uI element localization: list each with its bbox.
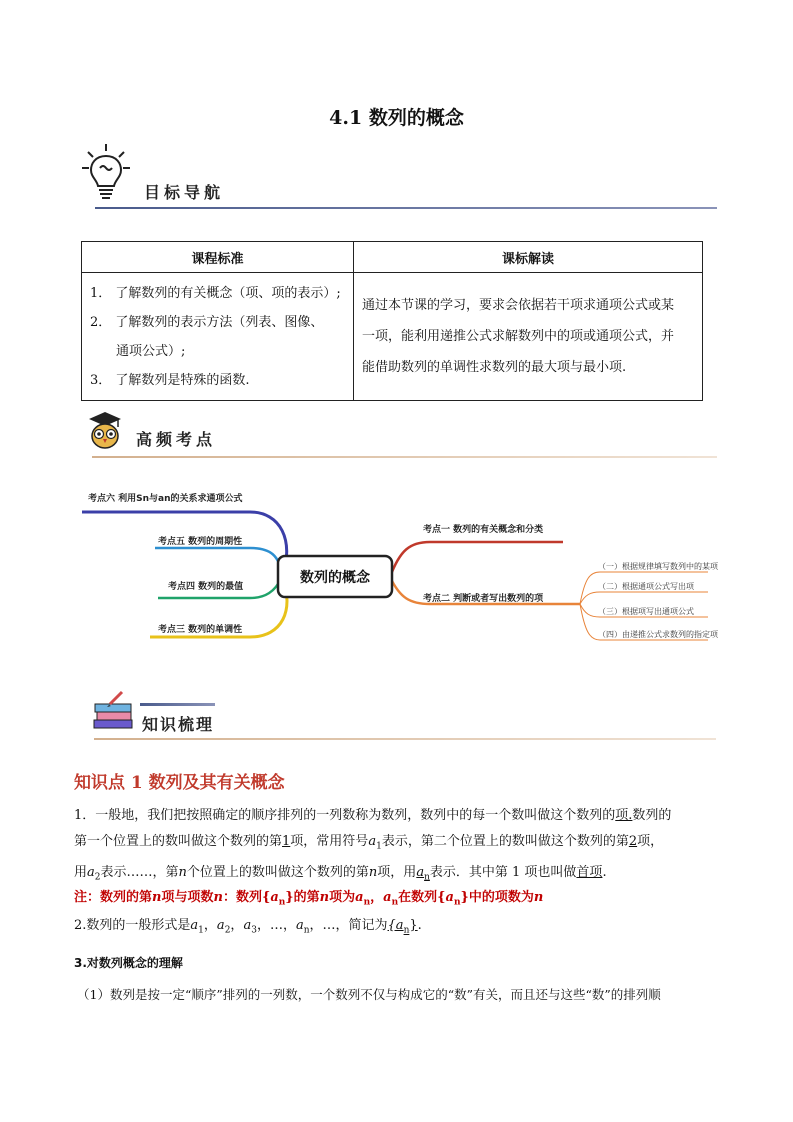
course-standards-table	[81, 241, 703, 401]
section-heading-goal: 目标导航	[144, 183, 225, 202]
text: 1．一般地，我们把按照确定的顺序排列的一列数称为数列，数列中的每一个数叫做这个数列的	[74, 808, 616, 823]
text: n	[213, 890, 223, 905]
text: 项与项数	[161, 890, 214, 905]
interpretation-line: 能借助数列的单调性求数列的最大项与最小项.	[362, 360, 627, 375]
text: n	[152, 890, 162, 905]
mindmap-topic: 考点二 判断或者写出数列的项	[423, 594, 544, 604]
standard-item: 3． 了解数列是特殊的函数.	[90, 372, 250, 388]
text: 2	[224, 925, 231, 936]
text: 首项	[576, 864, 603, 880]
text: a	[87, 864, 95, 880]
standard-item: 2． 了解数列的表示方法（列表、图像、	[90, 314, 324, 330]
text: 项，常用符号	[290, 834, 369, 849]
text: 项.	[615, 808, 633, 823]
text: 3	[251, 925, 257, 936]
text: n	[453, 897, 461, 908]
text: ，…，简记为	[309, 918, 388, 933]
text: .	[602, 864, 607, 880]
mindmap-topic: 考点六 利用Sn与an的关系求通项公式	[88, 494, 243, 504]
text: ，	[230, 918, 244, 933]
text: n	[178, 864, 187, 880]
text: .	[417, 918, 422, 933]
paragraph-2	[74, 913, 729, 944]
text: 1	[282, 834, 291, 849]
text: 注：数列的第	[74, 890, 153, 905]
text: a	[295, 918, 304, 933]
mindmap-subtopic: （四）由递推公式求数列的指定项	[598, 630, 718, 639]
interpretation-line: 一项，能利用递推公式求解数列中的项或通项公式，并	[362, 329, 675, 344]
note-line	[74, 885, 729, 916]
table-header-standards: 课程标准	[82, 242, 354, 273]
text: 数列的	[632, 808, 672, 823]
text: ，	[203, 918, 217, 933]
text: }的第	[285, 890, 320, 905]
text: n	[303, 925, 310, 936]
text: n	[363, 897, 371, 908]
text: 项为	[329, 890, 356, 905]
text: a	[383, 890, 392, 905]
branch-kd1	[390, 542, 563, 577]
paragraph-3: 3.对数列概念的理解	[74, 956, 183, 970]
mindmap-topic: 考点四 数列的最值	[168, 582, 244, 592]
text: a	[216, 918, 225, 933]
standard-item: 通项公式）;	[116, 343, 186, 359]
text: a	[270, 890, 279, 905]
mindmap-topic: 考点一 数列的有关概念和分类	[423, 525, 544, 535]
text: }中的项数为	[460, 890, 534, 905]
mindmap-topic: 考点三 数列的单调性	[158, 625, 243, 635]
text: 表示……，第	[100, 864, 179, 880]
text: n	[319, 890, 330, 905]
sub-branch	[580, 592, 708, 604]
text: a	[416, 864, 425, 880]
text: }	[409, 918, 418, 933]
text: ，	[370, 890, 384, 905]
books-icon	[92, 690, 136, 732]
lightbulb-icon	[80, 142, 132, 204]
text: n	[403, 925, 410, 936]
standards-cell	[82, 273, 354, 401]
text: a	[243, 918, 252, 933]
paragraph-1	[74, 803, 729, 890]
text: a	[368, 834, 377, 849]
knowledge-point-title: 知识点 1 数列及其有关概念	[74, 773, 285, 793]
text: 1	[376, 841, 382, 852]
section-divider	[92, 456, 717, 458]
table-header-interpretation: 课标解读	[354, 242, 703, 273]
standard-item: 1． 了解数列的有关概念（项、项的表示）;	[90, 285, 341, 301]
section-divider	[94, 738, 716, 740]
section-heading-freq: 高频考点	[136, 430, 217, 449]
branch-kd5	[155, 548, 282, 577]
text: 2	[94, 872, 101, 883]
text: n	[368, 864, 378, 880]
text: 个位置上的数叫做这个数列的第	[186, 864, 369, 880]
mindmap-center-label: 数列的概念	[300, 570, 370, 586]
text: 2	[628, 834, 638, 849]
text: 2.数列的一般形式是	[74, 918, 191, 933]
mindmap-topic: 考点五 数列的周期性	[158, 537, 243, 547]
interpretation-line: 通过本节课的学习，要求会依据若干项求通项公式或某	[362, 298, 675, 313]
mindmap	[70, 480, 720, 655]
owl-icon	[85, 410, 125, 450]
text: 1	[198, 925, 204, 936]
section-heading-knowledge: 知识梳理	[142, 715, 215, 734]
text: n	[533, 890, 544, 905]
text: 用	[74, 864, 88, 880]
paragraph-4: （1）数列是按一定“顺序”排列的一列数，一个数列不仅与构成它的“数”有关，而且还与这些“数”的排列顺	[77, 987, 661, 1002]
text: 项，	[637, 834, 664, 849]
text: 项，用	[377, 864, 417, 880]
text: n	[424, 872, 430, 883]
text: 第一个位置上的数叫做这个数列的第	[74, 834, 283, 849]
text: 在数列{	[398, 890, 446, 905]
interpretation-cell	[354, 273, 703, 401]
page-title: 4.1 数列的概念	[329, 107, 464, 129]
text: a	[190, 918, 199, 933]
text: a	[445, 890, 454, 905]
mindmap-subtopic: （三）根据项写出通项公式	[598, 607, 694, 616]
text: 表示，第二个位置上的数叫做这个数列的第	[381, 834, 629, 849]
text: 表示．其中第 1 项也叫做	[429, 864, 577, 880]
mindmap-subtopic: （二）根据通项公式写出项	[598, 582, 694, 591]
text: ，…，	[256, 918, 296, 933]
mindmap-subtopic: （一）根据规律填写数列中的某项	[598, 562, 718, 571]
section-divider	[95, 207, 717, 209]
text: n	[278, 897, 286, 908]
section-bar-top	[140, 703, 215, 706]
text: ：数列{	[222, 890, 271, 905]
text: a	[355, 890, 364, 905]
text: n	[391, 897, 399, 908]
text: {a	[387, 918, 404, 933]
